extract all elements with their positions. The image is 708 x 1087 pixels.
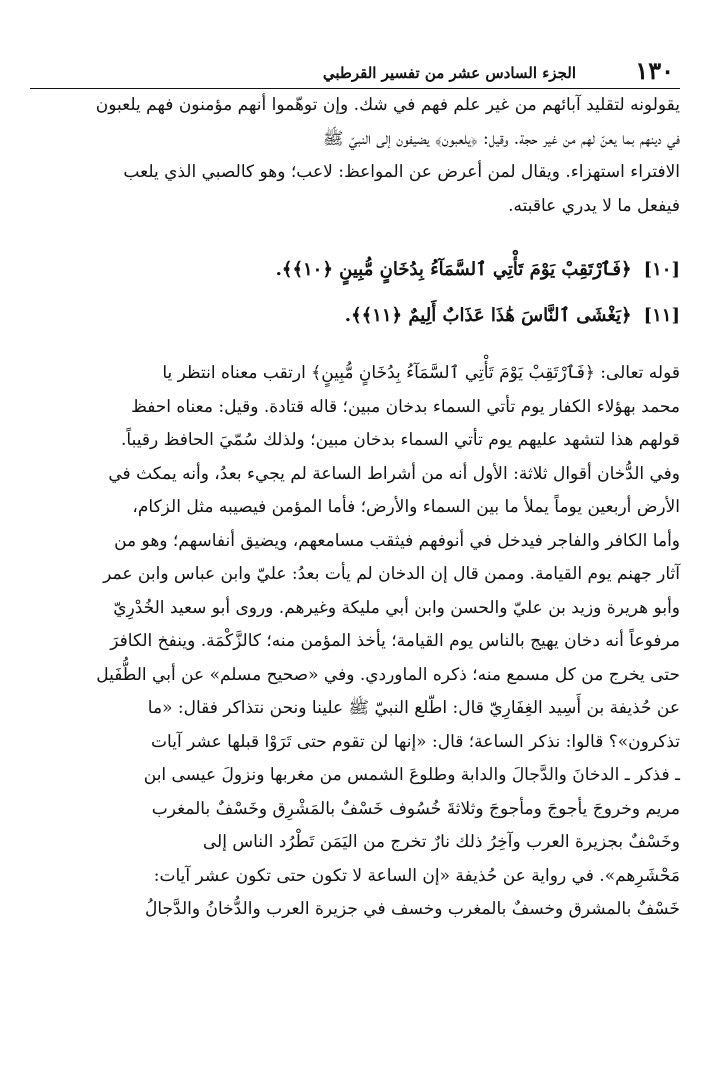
text-line: خَسْفٌ بالمشرق وخسفٌ بالمغرب وخسف في جزيرة العرب والدُّخانُ والدَّجالُ <box>144 899 680 919</box>
text-line: ـ فذكر ـ الدخانَ والدَّجالَ والدابة وطلوعَ الشمس من مغربها ونزولَ عيسى ابن <box>143 765 680 785</box>
text-line: فيفعل ما لا يدري عاقبته. <box>508 195 680 216</box>
text-line: وخَسْفٌ بجزيرة العرب وآخِرُ ذلك نارٌ تخرج من اليَمَن تَطْرُد الناس إلى <box>202 832 680 852</box>
commentary-paragraph <box>30 357 680 927</box>
text-line: قولهم هذا لتشهد عليهم يوم تأتي السماء بدخان مبين؛ ولذلك سُمّيَ الحافظ رقيباً. <box>121 430 680 450</box>
verse-number: [١٠] <box>643 259 680 280</box>
text-line: مرفوعاً أنه دخان يهيج بالناس يوم القيامة؛ يأخذ المؤمن منه؛ كالزَّكْمَة. وينفخ الكافرَ <box>110 631 680 651</box>
running-title: الجزء السادس عشر من تفسير القرطبي <box>322 64 576 82</box>
text-line: يقولونه لتقليد آبائهم من غير علم فهم في شك. وإن توهّموا أنهم مؤمنون فهم يلعبون <box>95 95 680 115</box>
page-number: ١٣٠ <box>635 56 674 85</box>
verse-11 <box>30 293 680 339</box>
text-line: مَحْشَرِهم». في رواية عن حُذيفة «إن الساعة لا تكون حتى تكون عشر آيات: <box>153 865 680 886</box>
text-line: الأرض أربعين يوماً يملأ ما بين السماء والأرض؛ فأما المؤمن فيصيبه مثل الزكام، <box>132 497 680 517</box>
text-line: محمد بهؤلاء الكفار يوم تأتي السماء بدخان مبين؛ قاله قتادة. وقيل: معناه احفظ <box>131 396 680 417</box>
text-line: وفي الدُّخان أقوال ثلاثة: الأول أنه من أشراط الساعة لم يجيء بعدُ، وأنه يمكث في <box>108 463 680 484</box>
text-line: مريم وخروجَ يأجوجَ ومأجوجَ وثلاثةَ خُسُوف خَسْفٌ بالمَشْرِق وخَسْفٌ بالمغرب <box>151 798 680 819</box>
page-header <box>30 48 680 89</box>
text-line: عن حُذيفة بن أَسِيد الغِفَارِيّ قال: اطّلع النبيّ ﷺ علينا ونحن نتذاكر فقال: «ما <box>147 698 680 718</box>
text-line: تذكرون»؟ قالوا: نذكر الساعة؛ قال: «إنها لن تقوم حتى تَرَوْا قبلها عشر آيات <box>151 731 680 752</box>
text-line: قوله تعالى: ﴿فَٱرْتَقِبْ يَوْمَ تَأْتِي ٱلسَّمَآءُ بِدُخَانٍ مُّبِينٍ﴾ ارتقب معناه انتظر يا <box>162 363 680 383</box>
text-line: وأبو هريرة وزيد بن عليّ والحسن وابن أبي مليكة وغيرهم. وروى أبو سعيد الخُدْرِيّ <box>113 597 680 618</box>
verse-text: ﴿فَٱرْتَقِبْ يَوْمَ تَأْتِي ٱلسَّمَآءُ بِدُخَانٍ مُّبِينٍ ﴿١٠﴾﴾. <box>275 259 632 280</box>
intro-paragraph <box>30 89 680 223</box>
verse-number: [١١] <box>643 305 680 326</box>
text-line: الافتراء استهزاء. ويقال لمن أعرض عن المواعظ: لاعب؛ وهو كالصبي الذي يلعب <box>123 162 680 182</box>
text-line: آثار جهنم يوم القيامة. وممن قال إن الدخان لم يأت بعدُ: عليّ وابن عباس وابن عمر <box>103 564 680 584</box>
verse-10 <box>30 247 680 293</box>
text-line: في دينهم بما يعنّ لهم من غير حجة. وقيل: ﴿يلعبون﴾ يضيفون إلى النبيّ ﷺ <box>322 128 680 149</box>
text-line: وأما الكافر والفاجر فيدخل في أنوفهم فيثقب مسامعهم، ويضيق أنفاسهم؛ وهو من <box>114 530 680 551</box>
text-line: حتى يخرج من كل مسمع منه؛ ذكره الماوردي. وفي «صحيح مسلم» عن أبي الطُّفَيل <box>96 664 680 685</box>
verse-text: ﴿يَغْشَى ٱلنَّاسَ هَٰذَا عَذَابٌ أَلِيمٌ ﴿١١﴾﴾. <box>344 305 632 326</box>
page <box>30 48 680 927</box>
